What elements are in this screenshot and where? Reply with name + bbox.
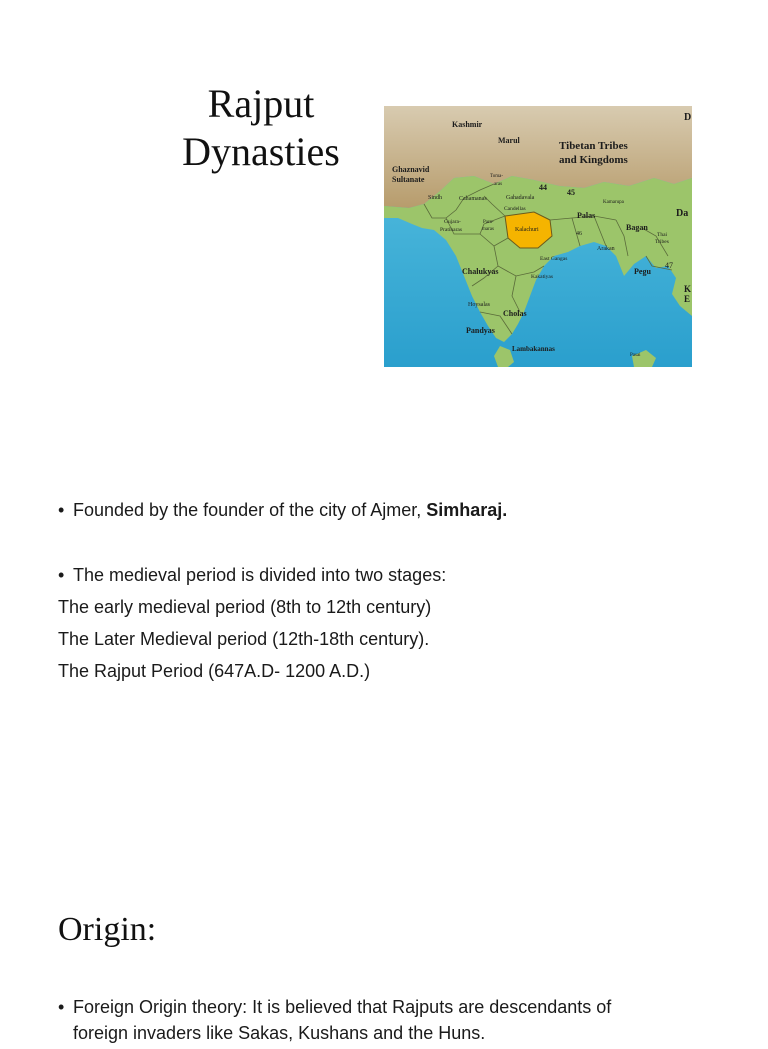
svg-text:Kakatiyas: Kakatiyas: [531, 274, 553, 280]
svg-text:Kalachuri: Kalachuri: [515, 227, 539, 233]
rajput-period-line: The Rajput Period (647A.D- 1200 A.D.): [58, 661, 371, 681]
svg-text:47: 47: [665, 261, 673, 270]
bullet-marker: •: [58, 500, 65, 520]
rajput-dynasties-map: [384, 106, 692, 367]
svg-text:maras: maras: [482, 227, 494, 232]
title-line-1: Rajput: [207, 81, 315, 126]
svg-text:46: 46: [576, 231, 582, 237]
svg-text:Bagan: Bagan: [626, 223, 648, 232]
svg-text:Pratiharas: Pratiharas: [440, 227, 462, 233]
foreign-origin-text: Foreign Origin theory: It is believed that Rajputs are descendants of: [73, 997, 612, 1017]
medieval-bullet: [58, 559, 446, 591]
svg-text:Chalukyas: Chalukyas: [462, 267, 499, 276]
svg-text:East Gangas: East Gangas: [540, 256, 568, 262]
svg-text:Gahadavala: Gahadavala: [506, 195, 535, 201]
svg-text:Candellas: Candellas: [504, 206, 526, 212]
svg-text:aras: aras: [494, 182, 503, 187]
title-line-2: Dynasties: [182, 129, 340, 174]
svg-text:Pandyas: Pandyas: [466, 326, 495, 335]
later-medieval-line: The Later Medieval period (12th-18th century).: [58, 629, 430, 649]
svg-text:Palas: Palas: [577, 211, 596, 220]
svg-text:Thai: Thai: [657, 232, 668, 238]
bullet-marker: •: [58, 565, 65, 585]
svg-text:E: E: [684, 294, 691, 304]
svg-text:Tibetan Tribes: Tibetan Tribes: [559, 140, 628, 152]
svg-text:44: 44: [539, 183, 547, 192]
svg-text:Lambakannas: Lambakannas: [512, 345, 555, 353]
svg-text:Marul: Marul: [498, 136, 520, 145]
svg-text:D: D: [684, 112, 692, 123]
svg-text:Hoysalas: Hoysalas: [468, 302, 490, 308]
founded-name: Simharaj.: [426, 500, 508, 520]
founded-bullet: [58, 494, 507, 526]
svg-text:K: K: [684, 284, 692, 294]
medieval-text: The medieval period is divided into two stages:: [73, 565, 447, 585]
svg-text:Para-: Para-: [483, 220, 494, 225]
foreign-origin-continued: foreign invaders like Sakas, Kushans and the Huns.: [73, 1023, 486, 1043]
svg-text:Sultanate: Sultanate: [392, 175, 425, 184]
svg-text:Gujara-: Gujara-: [444, 219, 461, 225]
svg-text:Tribes: Tribes: [655, 239, 669, 245]
svg-text:Da: Da: [676, 208, 689, 219]
early-medieval-line: The early medieval period (8th to 12th century): [58, 597, 432, 617]
svg-text:Cahamanas: Cahamanas: [459, 196, 487, 202]
svg-text:Cholas: Cholas: [503, 309, 527, 318]
svg-text:Pegu: Pegu: [634, 267, 651, 276]
founded-text: Founded by the founder of the city of Ajmer,: [73, 500, 427, 520]
svg-text:Kashmir: Kashmir: [452, 120, 483, 129]
svg-text:Kamarupa: Kamarupa: [603, 200, 624, 205]
bullet-marker: •: [58, 997, 65, 1017]
svg-text:and Kingdoms: and Kingdoms: [559, 154, 628, 166]
page-title: [150, 80, 372, 176]
svg-text:45: 45: [567, 188, 575, 197]
svg-text:Sindh: Sindh: [428, 195, 443, 201]
svg-text:Pasai: Pasai: [630, 353, 641, 358]
svg-text:Arakan: Arakan: [597, 246, 615, 252]
svg-text:Ghaznavid: Ghaznavid: [392, 165, 430, 174]
svg-text:Toma-: Toma-: [490, 174, 503, 179]
origin-heading: Origin:: [58, 911, 157, 948]
